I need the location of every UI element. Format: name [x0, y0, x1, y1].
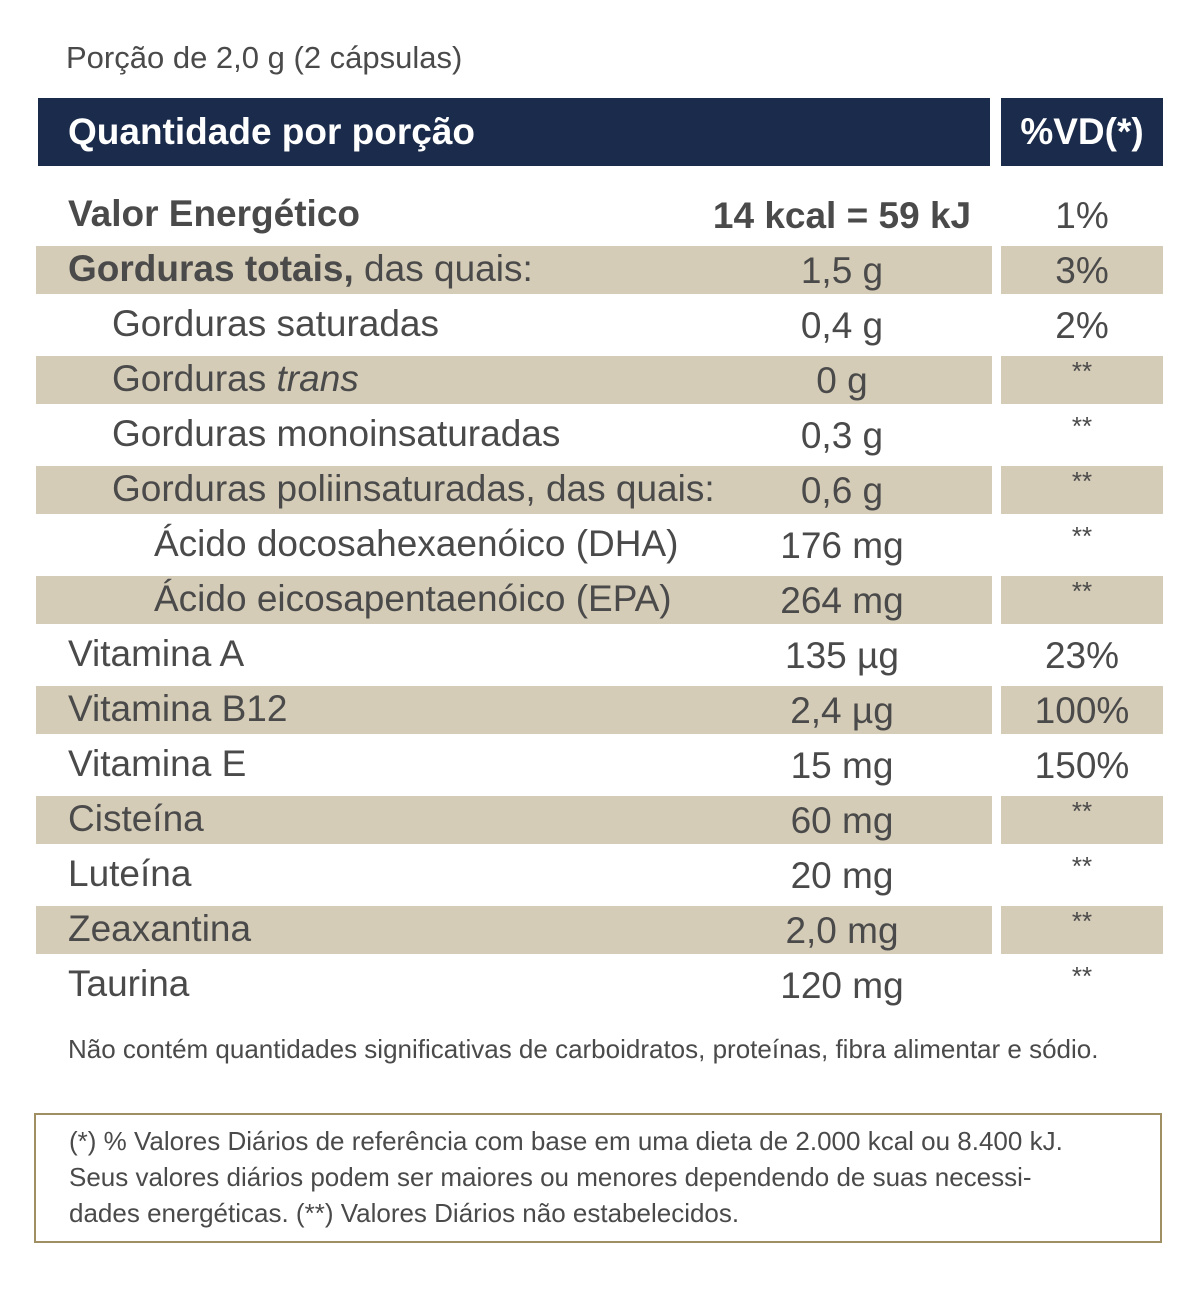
nutrient-label-text: Gorduras monoinsaturadas: [112, 413, 561, 454]
nutrient-daily-value: **: [1071, 356, 1093, 386]
nutrient-label: [68, 688, 287, 730]
nutrient-label-text: Ácido eicosapentaenóico (EPA): [154, 578, 672, 619]
table-row: [36, 629, 1163, 684]
nutrient-label-text: das quais:: [353, 248, 533, 289]
nutrient-daily-value: **: [1071, 796, 1093, 826]
nutrient-label: [112, 413, 560, 455]
nutrient-daily-value: **: [1071, 906, 1093, 936]
table-row: [36, 189, 1163, 244]
nutrient-label: [68, 963, 189, 1005]
nutrient-daily-value: 2%: [1055, 305, 1109, 346]
table-row: [36, 519, 1163, 574]
table-row: [36, 904, 1163, 959]
nutrient-amount: 1,5 g: [800, 250, 884, 291]
nutrient-label-text: Luteína: [68, 853, 192, 894]
nutrient-daily-value: **: [1071, 411, 1093, 441]
nutrient-label-bold: Valor Energético: [68, 193, 360, 234]
nutrient-daily-value: **: [1071, 521, 1093, 551]
table-row: [36, 684, 1163, 739]
nutrient-label: [68, 798, 204, 840]
table-row: [36, 849, 1163, 904]
nutrient-label: [68, 193, 360, 235]
table-row: [36, 244, 1163, 299]
nutrient-label-italic: trans: [276, 358, 359, 399]
nutrient-label: [68, 908, 251, 950]
nutrient-daily-value: **: [1071, 466, 1093, 496]
nutrient-amount: 0 g: [816, 360, 868, 401]
table-row: [36, 959, 1163, 1014]
nutrient-label: [68, 633, 244, 675]
footnote-box: [34, 1113, 1162, 1243]
nutrient-daily-value: 23%: [1044, 635, 1120, 676]
table-row: [36, 794, 1163, 849]
nutrient-amount: 20 mg: [790, 855, 894, 896]
nutrient-label-text: Taurina: [68, 963, 190, 1004]
nutrient-label: [112, 468, 715, 510]
nutrient-amount: 176 mg: [780, 525, 904, 566]
nutrient-daily-value: 150%: [1034, 745, 1130, 786]
table-row: [36, 574, 1163, 629]
nutrient-label-text: Vitamina E: [68, 743, 247, 784]
nutrient-label-text: Vitamina A: [68, 633, 245, 674]
nutrient-daily-value: **: [1071, 961, 1093, 991]
nutrient-label-text: Cisteína: [68, 798, 204, 839]
nutrient-amount: 14 kcal = 59 kJ: [712, 195, 972, 236]
nutrient-daily-value: **: [1071, 576, 1093, 606]
nutrient-amount: 120 mg: [780, 965, 904, 1006]
nutrient-amount: 2,4 µg: [790, 690, 894, 731]
serving-size: Porção de 2,0 g (2 cápsulas): [66, 40, 463, 75]
nutrient-daily-value: 3%: [1055, 250, 1109, 291]
nutrient-label-text: Vitamina B12: [68, 688, 288, 729]
nutrient-amount: 15 mg: [790, 745, 894, 786]
nutrient-label: [68, 248, 533, 290]
footnote-line-2: Seus valores diários podem ser maiores ou menores dependendo de suas necessi-: [69, 1162, 1032, 1192]
nutrient-label: [112, 303, 439, 345]
nutrient-label-text: Gorduras poliinsaturadas, das quais:: [112, 468, 715, 509]
nutrient-amount: 60 mg: [790, 800, 894, 841]
nutrient-label-text: Zeaxantina: [68, 908, 252, 949]
nutrient-label: [112, 358, 359, 400]
nutrient-amount: 135 µg: [785, 635, 899, 676]
table-row: [36, 299, 1163, 354]
footnote-line-1: (*) % Valores Diários de referência com base em uma dieta de 2.000 kcal ou 8.400 kJ.: [69, 1126, 1063, 1156]
header-daily-value: %VD(*): [1001, 98, 1163, 166]
nutrient-amount: 0,4 g: [800, 305, 884, 346]
footnote-line-3: dades energéticas. (**) Valores Diários não estabelecidos.: [69, 1198, 740, 1228]
table-row: [36, 409, 1163, 464]
nutrient-amount: 0,3 g: [800, 415, 884, 456]
nutrient-amount: 0,6 g: [800, 470, 884, 511]
header-quantity: Quantidade por porção: [38, 98, 990, 166]
nutrient-label-text: Ácido docosahexaenóico (DHA): [154, 523, 679, 564]
nutrient-label: [68, 743, 246, 785]
note-text: Não contém quantidades significativas de carboidratos, proteínas, fibra alimentar e sódio.: [68, 1034, 1099, 1064]
nutrient-daily-value: **: [1071, 851, 1093, 881]
table-row: [36, 739, 1163, 794]
nutrition-table: [36, 189, 1163, 1014]
nutrient-label: [154, 523, 678, 565]
table-row: [36, 464, 1163, 519]
nutrient-amount: 264 mg: [780, 580, 904, 621]
nutrient-daily-value: 100%: [1034, 690, 1130, 731]
nutrient-label-text: Gorduras saturadas: [112, 303, 440, 344]
nutrient-amount: 2,0 mg: [785, 910, 899, 951]
table-row: [36, 354, 1163, 409]
nutrient-label: [154, 578, 672, 620]
nutrient-daily-value: 1%: [1055, 195, 1109, 236]
nutrient-label: [68, 853, 191, 895]
nutrient-label-bold: Gorduras totais,: [68, 248, 354, 289]
nutrient-label-text: Gorduras: [112, 358, 277, 399]
